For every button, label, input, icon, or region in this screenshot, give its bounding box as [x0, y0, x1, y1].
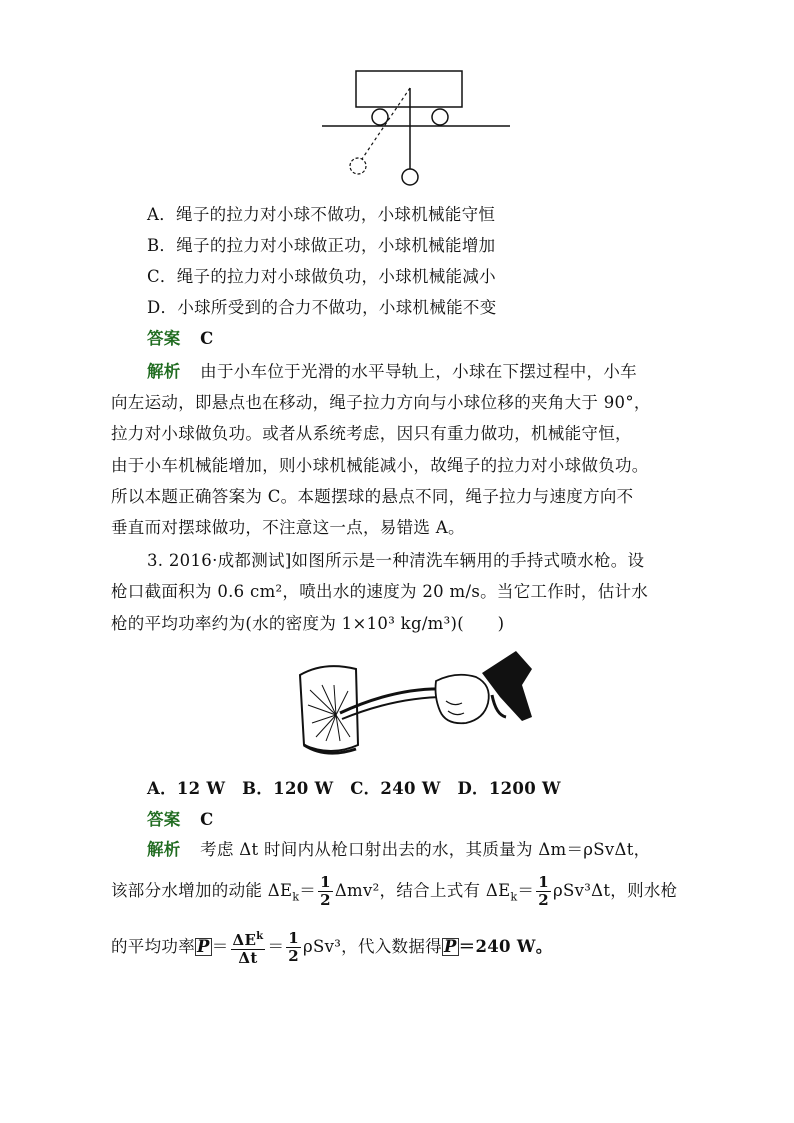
answer-value: C — [200, 329, 214, 348]
result-value: ＝240 W。 — [458, 937, 553, 956]
answer-label: 答案 — [147, 329, 181, 348]
cart-pendulum-diagram — [318, 58, 518, 193]
q3-analysis-label: 解析 — [147, 840, 181, 859]
combined-formula-text: Δmv²，结合上式有 ΔE — [334, 881, 511, 900]
analysis-text: 由于小车位于光滑的水平导轨上，小球在下摆过程中，小车 — [200, 362, 637, 381]
equals-sign-2: ＝ — [517, 881, 535, 900]
water-spray-gun-illustration — [296, 645, 546, 765]
option-c: C．绳子的拉力对小球做负功，小球机械能减小 — [147, 267, 496, 286]
fraction-half: $\frac{1}{2}$ — [320, 873, 331, 909]
q3-analysis-text-1: 考虑 Δt 时间内从枪口射出去的水，其质量为 Δm＝ρSvΔt， — [200, 840, 651, 859]
fraction-half-3: $\frac{1}{2}$ — [288, 929, 299, 965]
option-d: D．小球所受到的合力不做功，小球机械能不变 — [147, 298, 497, 317]
avg-power-symbol: P — [197, 937, 210, 956]
q3-answer-row — [147, 810, 214, 830]
subscript-k: k — [292, 890, 300, 904]
q3-line-1: 3. 2016·成都测试]如图所示是一种清洗车辆用的手持式喷水枪。设 — [147, 551, 645, 570]
substitute-text: ρSv³，代入数据得 — [303, 937, 442, 956]
avg-power-label: 的平均功率 — [111, 937, 195, 956]
q3-line-2: 枪口截面积为 0.6 cm²，喷出水的速度为 20 m/s。当它工作时，估计水 — [111, 582, 649, 601]
kinetic-energy-text: 该部分水增加的动能 ΔE — [111, 881, 293, 900]
q3-analysis-line-1 — [147, 840, 650, 860]
q3-options: A．12 W B．120 W C．240 W D．1200 W — [147, 779, 561, 798]
power-formula-text: ρSv³Δt，则水枪 — [552, 881, 678, 900]
fraction-half-2: $\frac{1}{2}$ — [538, 873, 549, 909]
q3-line-3: 枪的平均功率约为(水的密度为 1×10³ kg/m³)( ) — [111, 614, 505, 633]
analysis-line-1 — [147, 362, 637, 382]
q3-analysis-line-3 — [111, 928, 553, 967]
answer-row — [147, 329, 214, 349]
fraction-energy-time: $\frac{\Delta E^k}{\Delta t}$ — [231, 928, 266, 967]
option-b: B．绳子的拉力对小球做正功，小球机械能增加 — [147, 236, 496, 255]
equals-sign-4: ＝ — [267, 937, 285, 956]
analysis-line-6: 垂直而对摆球做功，不注意这一点，易错选 A。 — [111, 518, 465, 537]
equals-sign-3: ＝ — [211, 937, 229, 956]
q3-answer-label: 答案 — [147, 810, 181, 829]
subscript-k-2: k — [510, 890, 518, 904]
analysis-line-5: 所以本题正确答案为 C。本题摆球的悬点不同，绳子拉力与速度方向不 — [111, 487, 634, 506]
equals-sign: ＝ — [299, 881, 317, 900]
q3-answer-value: C — [200, 810, 214, 829]
avg-power-symbol-2: P — [443, 937, 457, 956]
analysis-line-3: 拉力对小球做负功。或者从系统考虑，因只有重力做功，机械能守恒， — [111, 424, 632, 443]
analysis-label: 解析 — [147, 362, 181, 381]
analysis-line-2: 向左运动，即悬点也在移动，绳子拉力方向与小球位移的夹角大于 90°， — [111, 393, 651, 412]
q3-analysis-line-2 — [111, 874, 677, 909]
option-a: A．绳子的拉力对小球不做功，小球机械能守恒 — [147, 205, 496, 224]
analysis-line-4: 由于小车机械能增加，则小球机械能减小，故绳子的拉力对小球做负功。 — [111, 456, 649, 475]
